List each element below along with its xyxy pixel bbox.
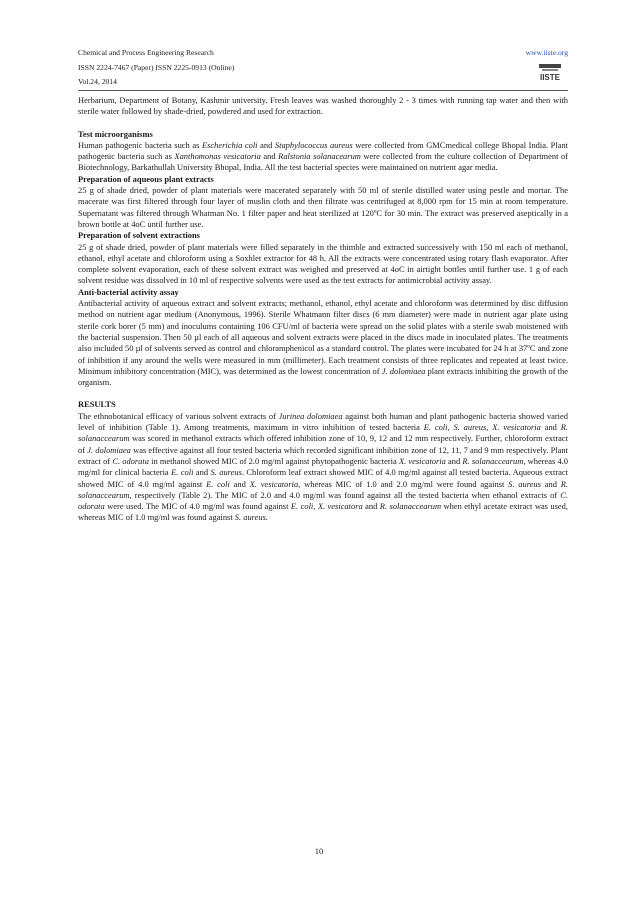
issn-line: ISSN 2224-7467 (Paper) ISSN 2225-0913 (Online) xyxy=(78,62,235,72)
journal-title: Chemical and Process Engineering Research xyxy=(78,48,214,57)
running-header xyxy=(78,46,568,90)
header-rule xyxy=(78,90,568,91)
heading-solvent-extractions: Preparation of solvent extractions xyxy=(78,230,200,241)
paragraph-results: The ethnobotanical efficacy of various solvent extracts of Jurinea dolomiaea against both human and plant pathogenic bacteria showed varied level of inhibition (Table 1). Among treatments, maximum in vitro inhibition of tested bacteria E. coli, S. aureus, X. vesicatoria and R. solanaccearum was scored in methanol extracts which offered inhibition zone of 10, 9, 12 and 12 mm respectively. Further, chloroform extract of J. dolomiaea was effective against all four tested bacteria which recorded significant inhibition zone of 12, 11, 7 and 9 mm respectively. Plant extract of C. odorata in methanol showed MIC of 2.0 mg/ml against phytopathogenic bacteria X. vesicatoria and R. solanaccearum, whereas 4.0 mg/ml for clinical bacteria E. coli and S. aureus. Chloroform leaf extract showed MIC of 4.0 mg/ml against all tested bacteria. Aqueous extract showed MIC of 4.0 mg/ml against E. coli and X. vesicatoria, whereas MIC of 1.0 and 2.0 mg/ml were found against S. aureus and R. solanaccearum, respectively (Table 2). The MIC of 2.0 and 4.0 mg/ml was found against all the tested bacteria when ethanol extracts of C. odorata were used. The MIC of 4.0 mg/ml was found against E. coli, X. vesicatora and R. solanaccearum when ethyl acetate extract was used, whereas MIC of 1.0 mg/ml was found against S. aureus. xyxy=(78,410,569,523)
iiste-logo xyxy=(538,62,562,82)
journal-url-link[interactable]: www.iiste.org xyxy=(525,48,568,57)
heading-results: RESULTS xyxy=(78,399,116,410)
paragraph-herbarium: Herbarium, Department of Botany, Kashmir university. Fresh leaves was washed thoroughly 2 - 3 times with running tap water and then with sterile water followed by shade-dried, powdered and used for extraction. xyxy=(78,95,568,117)
svg-text:IISTE: IISTE xyxy=(539,73,561,82)
paragraph-test-microorganisms: Human pathogenic bacteria such as Escherichia coli and Staphylococcus aureus were collected from GMCmedical college Bhopal India. Plant pathogenic bacteria such as Xanthomonas vesicatoria and Ralstonia solanacearum were collected from the culture collection of Department of Biotechnology, Barkathullah University Bhopal, India. All the test bacterial species were maintained on nutrient agar media. xyxy=(78,139,569,173)
heading-test-microorganisms: Test microorganisms xyxy=(78,128,153,139)
paragraph-solvent-extractions: 25 g of shade dried, powder of plant materials were filled separately in the thimble and extracted successively with 150 ml each of methanol, ethanol, ethyl acetate and chloroform using a Soxhlet extractor for 48 h. All the extracts were concentrated using rotary flash evaporator. After complete solvent evaporation, each of these solvent extract was weighed and preserved at 4oC in airtight bottles until further use. 1 g of each solvent residue was dissolved in 10 ml of respective solvents were used as the test extracts for antimicrobial activity assay. xyxy=(78,241,568,286)
volume-line: Vol.24, 2014 xyxy=(78,77,117,86)
paragraph-antibacterial-assay: Antibacterial activity of aqueous extract and solvent extracts; methanol, ethanol, ethyl acetate and chloroform was determined by disc diffusion method on nutrient agar medium (Anonymous, 1996). Sterile Whatmann filter discs (6 mm diameter) were made in nutrient agar plate using sterile cork borer (5 mm) and inoculums containing 106 CFU/ml of bacteria were spread on the solid plates with a sterile swab moistened with the bacterial suspension. Then 50 µl each of all aqueous and solvent extracts were placed in the discs made in inoculated plates. The treatments also included 50 µl of solvents served as control and chloramphenicol as a standard control. The plates were incubated for 24 h at 37ºC and zone of inhibition if any around the wells were measured in mm (millimeter). Each treatment consists of three replicates and repeated at least twice. Minimum inhibitory concentration (MIC), was determined as the lowest concentration of J. dolomiaea plant extracts inhibiting the growth of the organism. xyxy=(78,298,568,388)
heading-aqueous-extracts: Preparation of aqueous plant extracts xyxy=(78,173,214,184)
page-number: 10 xyxy=(314,846,324,856)
body-text xyxy=(78,95,568,524)
heading-antibacterial-assay: Anti-bacterial activity assay xyxy=(78,286,179,297)
paragraph-aqueous-extracts: 25 g of shade dried, powder of plant materials were macerated separately with 50 ml of sterile distilled water using pestle and mortar. The macerate was first filtered through four layer of muslin cloth and then filtrate was centrifuged at 8,000 rpm for 15 min at room temperature. Supernatant was filtered through Whatman No. 1 filter paper and heat sterilized at 120ºC for 30 min. The extract was preserved aseptically in a brown bottle at 4oC until further use. xyxy=(78,185,568,229)
